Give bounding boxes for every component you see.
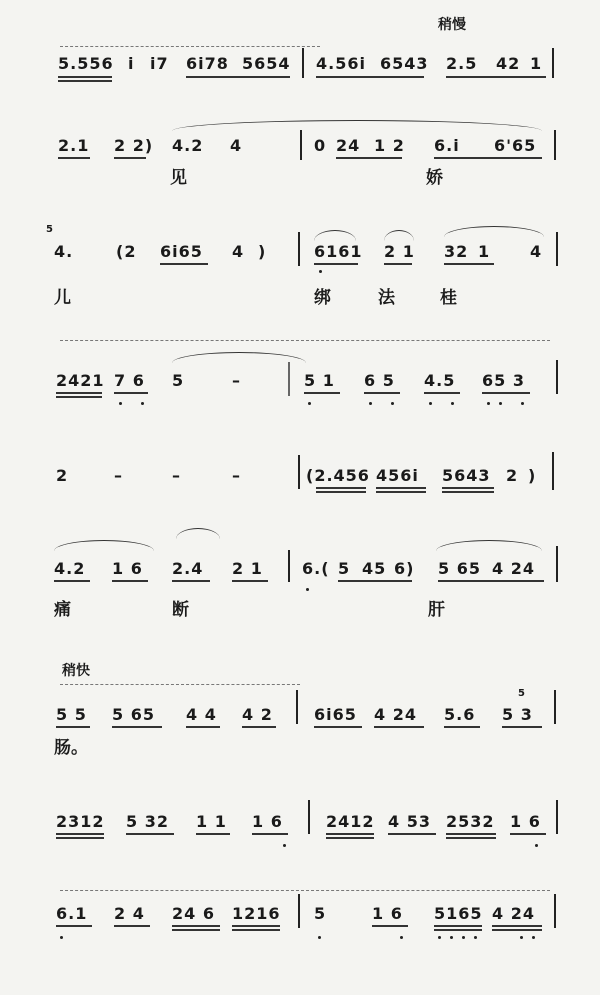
note-group: 5643	[442, 466, 491, 485]
barline	[308, 800, 310, 834]
beam	[160, 263, 208, 265]
beam	[114, 925, 150, 927]
beam	[58, 157, 90, 159]
lyric: 见	[170, 168, 187, 188]
octave-dot	[283, 844, 286, 847]
barline	[552, 48, 554, 78]
beam	[388, 833, 436, 835]
lyric: 绑	[314, 288, 331, 308]
note-group: 6.i	[434, 136, 460, 155]
note-group: 6.(	[302, 559, 330, 578]
beam	[374, 726, 424, 728]
note-group: 5 65	[438, 559, 481, 578]
note-group: 6.1	[56, 904, 88, 923]
tempo-line	[60, 46, 320, 47]
note-group: –	[232, 371, 241, 390]
beam	[316, 76, 424, 78]
lyric: 肠。	[54, 738, 88, 758]
note-group: 4	[530, 242, 543, 261]
lyric: 法	[378, 288, 395, 308]
tempo-mark-fast: 稍快	[62, 663, 90, 679]
note-group: 1 6	[510, 812, 541, 831]
beam	[326, 837, 374, 839]
lyric: 痛	[54, 600, 71, 620]
note-group: 2 1	[232, 559, 263, 578]
beam	[242, 726, 276, 728]
note-group: 6543	[380, 54, 429, 73]
note-group: 1 1	[196, 812, 227, 831]
note-group: 6'65	[494, 136, 537, 155]
note-group: 5	[172, 371, 185, 390]
beam	[304, 392, 340, 394]
note-group: 0	[314, 136, 327, 155]
note-group: 4.2	[172, 136, 204, 155]
beam	[172, 929, 220, 931]
note-group: 6 5	[364, 371, 395, 390]
note-group: 2412	[326, 812, 375, 831]
slur	[172, 352, 306, 363]
note-group: 2.4	[172, 559, 204, 578]
beam	[56, 837, 104, 839]
note-group: 5 65	[112, 705, 155, 724]
lyric: 断	[172, 600, 189, 620]
octave-dot	[532, 936, 535, 939]
beam	[186, 76, 290, 78]
beam	[372, 925, 408, 927]
note-group: 4.56i	[316, 54, 366, 73]
note-group: 42	[496, 54, 521, 73]
note-group: 5 5	[56, 705, 87, 724]
beam	[196, 833, 230, 835]
octave-dot	[487, 402, 490, 405]
barline	[302, 48, 304, 78]
beam	[492, 925, 542, 927]
barline	[288, 550, 290, 582]
beam	[186, 726, 220, 728]
octave-dot	[60, 936, 63, 939]
octave-dot	[306, 588, 309, 591]
note-group: 5.6	[444, 705, 476, 724]
beam	[446, 833, 496, 835]
note-group: 45	[362, 559, 387, 578]
octave-dot	[400, 936, 403, 939]
slur	[436, 540, 542, 551]
beam	[58, 76, 112, 78]
beam	[434, 157, 542, 159]
note-group: 7 6	[114, 371, 145, 390]
barline	[556, 800, 558, 834]
octave-dot	[308, 402, 311, 405]
note-group: 24	[336, 136, 361, 155]
beam	[442, 491, 494, 493]
lyric: 儿	[54, 288, 71, 308]
note-group: 456i	[376, 466, 419, 485]
note-group: (2.456	[306, 466, 370, 485]
note-group: 2 1	[384, 242, 415, 261]
beam	[502, 726, 542, 728]
note-group: 1 2	[374, 136, 405, 155]
octave-dot	[119, 402, 122, 405]
grace-mark: 5	[46, 224, 53, 235]
beam	[482, 392, 530, 394]
tempo-line	[60, 890, 550, 891]
octave-dot	[141, 402, 144, 405]
note-group: –	[172, 466, 181, 485]
octave-dot	[499, 402, 502, 405]
note-group: 4	[232, 242, 245, 261]
beam	[384, 263, 412, 265]
note-group: 5 1	[304, 371, 335, 390]
note-group: 2 2)	[114, 136, 154, 155]
beam	[364, 392, 400, 394]
barline	[296, 690, 298, 724]
barline	[556, 232, 558, 266]
note-group: 2	[506, 466, 519, 485]
beam	[56, 833, 104, 835]
note-group: )	[258, 242, 267, 261]
octave-dot	[318, 936, 321, 939]
slur	[384, 230, 414, 241]
beam	[314, 726, 362, 728]
note-group: 6161	[314, 242, 363, 261]
note-group: –	[114, 466, 123, 485]
beam	[444, 263, 494, 265]
octave-dot	[474, 936, 477, 939]
barline	[298, 894, 300, 928]
beam	[126, 833, 174, 835]
tempo-line	[60, 684, 300, 685]
beam	[442, 487, 494, 489]
octave-dot	[450, 936, 453, 939]
barline	[554, 690, 556, 724]
note-group: 4 4	[186, 705, 217, 724]
note-group: 2.5	[446, 54, 478, 73]
note-group: 5.556	[58, 54, 114, 73]
beam	[172, 580, 210, 582]
note-group: 5654	[242, 54, 291, 73]
note-group: 24 6	[172, 904, 215, 923]
note-group: 32	[444, 242, 469, 261]
note-group: 4 24	[374, 705, 417, 724]
octave-dot	[520, 936, 523, 939]
note-group: 4 53	[388, 812, 431, 831]
note-group: 5 32	[126, 812, 169, 831]
octave-dot	[391, 402, 394, 405]
octave-dot	[369, 402, 372, 405]
note-group: 2312	[56, 812, 105, 831]
barline	[298, 232, 300, 266]
beam	[112, 580, 148, 582]
note-group: 4.	[54, 242, 74, 261]
note-group: 4 24	[492, 559, 535, 578]
beam	[114, 157, 146, 159]
note-group: )	[528, 466, 537, 485]
note-group: i	[128, 54, 135, 73]
barline	[288, 362, 290, 396]
octave-dot	[438, 936, 441, 939]
octave-dot	[451, 402, 454, 405]
octave-dot	[429, 402, 432, 405]
note-group: 1	[530, 54, 543, 73]
barline	[554, 130, 556, 160]
slur	[444, 226, 544, 237]
note-group: 2532	[446, 812, 495, 831]
note-group: 5	[338, 559, 351, 578]
note-group: 5165	[434, 904, 483, 923]
barline	[556, 546, 558, 582]
barline	[298, 455, 300, 489]
beam	[56, 726, 90, 728]
beam	[112, 726, 162, 728]
note-group: 6)	[394, 559, 415, 578]
octave-dot	[462, 936, 465, 939]
beam	[326, 833, 374, 835]
slur	[176, 528, 220, 539]
beam	[252, 833, 288, 835]
note-group: (2	[116, 242, 137, 261]
note-group: 6i65	[314, 705, 357, 724]
lyric: 桂	[440, 288, 457, 308]
note-group: 5	[314, 904, 327, 923]
octave-dot	[521, 402, 524, 405]
note-group: 4 2	[242, 705, 273, 724]
note-group: 1 6	[252, 812, 283, 831]
octave-dot	[319, 270, 322, 273]
note-group: 4.5	[424, 371, 456, 390]
slur	[54, 540, 154, 551]
note-group: 4 24	[492, 904, 535, 923]
note-group: 6i65	[160, 242, 203, 261]
beam	[56, 396, 102, 398]
beam	[56, 925, 92, 927]
note-group: 65 3	[482, 371, 525, 390]
tempo-line	[60, 340, 550, 341]
note-group: 2421	[56, 371, 105, 390]
note-group: 4.2	[54, 559, 86, 578]
beam	[172, 925, 220, 927]
note-group: –	[232, 466, 241, 485]
beam	[446, 76, 546, 78]
note-group: 1216	[232, 904, 281, 923]
beam	[316, 487, 366, 489]
beam	[446, 837, 496, 839]
beam	[114, 392, 148, 394]
beam	[376, 491, 426, 493]
slur	[314, 230, 356, 241]
note-group: 2.1	[58, 136, 90, 155]
beam	[376, 487, 426, 489]
note-group: 2	[56, 466, 69, 485]
beam	[58, 80, 112, 82]
lyric: 肝	[428, 600, 445, 620]
beam	[510, 833, 546, 835]
barline	[300, 130, 302, 160]
beam	[314, 263, 358, 265]
beam	[438, 580, 544, 582]
grace-mark: 5	[518, 688, 525, 699]
beam	[444, 726, 480, 728]
note-group: 4	[230, 136, 243, 155]
tempo-mark-slow: 稍慢	[438, 17, 466, 33]
note-group: 6i78	[186, 54, 229, 73]
note-group: 5 3	[502, 705, 533, 724]
octave-dot	[535, 844, 538, 847]
note-group: 2 4	[114, 904, 145, 923]
lyric: 娇	[426, 168, 443, 188]
beam	[492, 929, 542, 931]
beam	[232, 925, 280, 927]
slur	[172, 120, 542, 131]
beam	[434, 925, 482, 927]
beam	[316, 491, 366, 493]
note-group: 1 6	[372, 904, 403, 923]
barline	[556, 360, 558, 394]
beam	[336, 157, 402, 159]
beam	[424, 392, 460, 394]
beam	[54, 580, 90, 582]
barline	[552, 452, 554, 490]
beam	[232, 580, 268, 582]
beam	[434, 929, 482, 931]
note-group: i7	[150, 54, 169, 73]
note-group: 1 6	[112, 559, 143, 578]
beam	[232, 929, 280, 931]
beam	[56, 392, 102, 394]
note-group: 1	[478, 242, 491, 261]
barline	[554, 894, 556, 928]
beam	[338, 580, 412, 582]
